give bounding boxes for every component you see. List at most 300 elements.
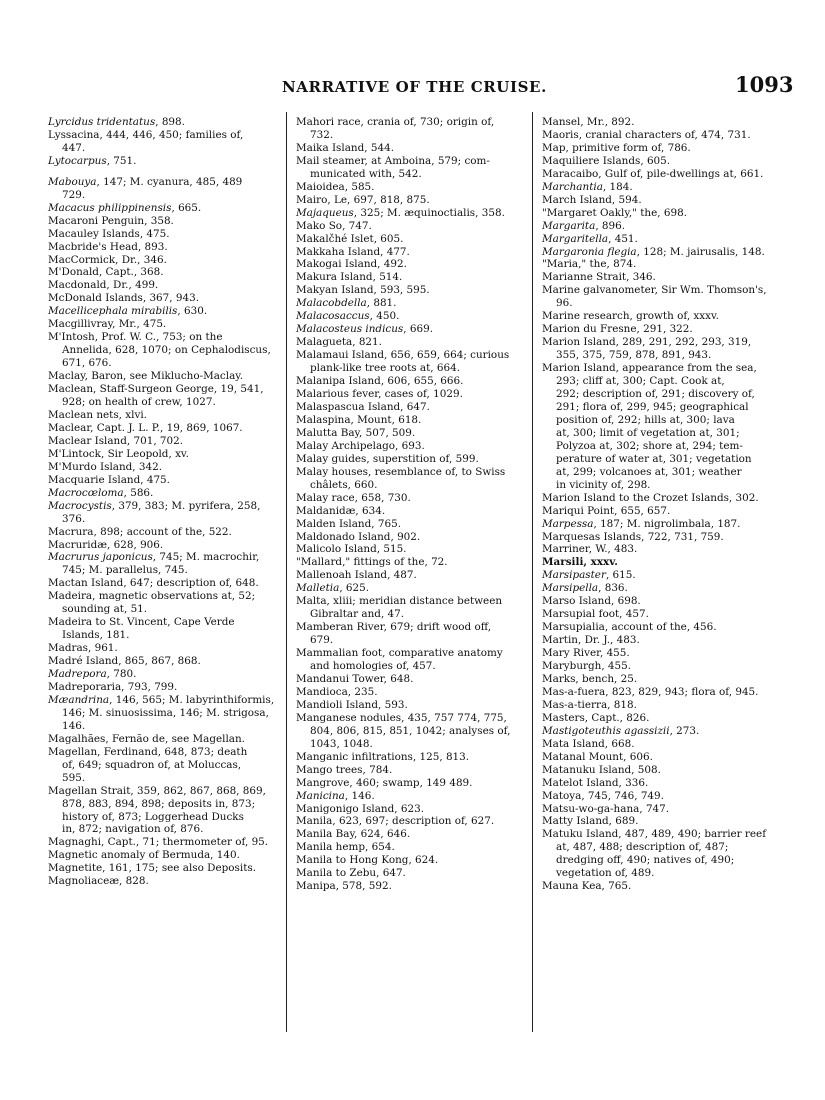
index-entry-text: Mammalian foot, comparative anatomy and homologies of, 457. (296, 647, 503, 673)
index-entry-text: Mandanui Tower, 648. (296, 672, 414, 685)
index-entry-text: Malamaui Island, 656, 659, 664; curious plank-like tree roots at, 664. (296, 349, 510, 375)
index-entry-text: Marriner, W., 483. (542, 543, 638, 556)
index-entry (48, 655, 278, 668)
column-rule (532, 112, 533, 1032)
index-entry-text: Matty Island, 689. (542, 815, 639, 828)
index-entry (542, 647, 778, 660)
running-title: NARRATIVE OF THE CRUISE. (282, 78, 547, 96)
index-entry (296, 621, 524, 647)
index-entry (48, 668, 278, 681)
index-term-italic: Malletia (296, 582, 340, 595)
index-entry-text: MacCormick, Dr., 346. (48, 253, 167, 266)
index-entry (296, 556, 524, 569)
index-entry (48, 215, 278, 228)
index-entry (296, 531, 524, 544)
index-entry-text: Mango trees, 784. (296, 763, 393, 776)
index-entry-text: Makyan Island, 593, 595. (296, 284, 430, 297)
index-entry (542, 634, 778, 647)
index-entry (296, 414, 524, 427)
index-entry-text: , 881. (366, 297, 397, 310)
index-entry (542, 815, 778, 828)
index-entry-text: Map, primitive form of, 786. (542, 141, 691, 154)
index-entry (296, 155, 524, 181)
index-term-italic: Macrocœloma (48, 486, 124, 499)
index-entry-text: Maclean, Staff-Surgeon George, 19, 541, 928; on health of crew, 1027. (48, 383, 264, 409)
index-entry-text: Mandioli Island, 593. (296, 698, 408, 711)
index-entry (296, 673, 524, 686)
index-entry-text: M'Intosh, Prof. W. C., 753; on the Annelida, 628, 1070; on Cephalodiscus, 671, 676. (48, 331, 271, 370)
index-entry-text: , 184. (602, 180, 633, 193)
index-entry-text: Manganese nodules, 435, 757 774, 775, 804, 806, 815, 851, 1042; analyses of, 1043, 1048. (296, 711, 511, 750)
index-entry-text: , 451. (608, 232, 638, 245)
index-entry-text: Matanuku Island, 508. (542, 763, 661, 776)
index-entry-text: M'Murdo Island, 342. (48, 460, 163, 473)
index-entry-text: Magellan, Ferdinand, 648, 873; death of, 649; squadron of, at Moluccas, 595. (48, 745, 248, 784)
index-entry (48, 487, 278, 500)
index-entry-text: Manila Bay, 624, 646. (296, 828, 411, 841)
index-entry-text: Magnaghi, Capt., 71; thermometer of, 95. (48, 836, 269, 849)
index-entry (48, 681, 278, 694)
index-entry (542, 505, 778, 518)
index-entry (542, 336, 778, 362)
index-entry (542, 751, 778, 764)
index-entry (48, 862, 278, 875)
index-entry-text: Lyssacina, 444, 446, 450; families of, 447. (48, 128, 244, 154)
index-entry (48, 577, 278, 590)
index-entry-text: Malaspina, Mount, 618. (296, 413, 422, 426)
index-entry (296, 828, 524, 841)
index-entry (296, 297, 524, 310)
index-entry (542, 492, 778, 505)
index-entry (296, 880, 524, 893)
index-entry-text: Mahori race, crania of, 730; origin of, 732. (296, 116, 495, 141)
index-entry (296, 764, 524, 777)
index-term-italic: Manicina (296, 789, 345, 802)
index-entry-text: Macbride's Head, 893. (48, 240, 168, 253)
index-entry-text: Mactan Island, 647; description of, 648. (48, 577, 259, 590)
index-entry (542, 129, 778, 142)
index-entry (296, 777, 524, 790)
index-entry-text: Malay race, 658, 730. (296, 491, 411, 504)
index-entry-text: Mariqui Point, 655, 657. (542, 504, 671, 517)
index-entry-text: Marion du Fresne, 291, 322. (542, 323, 693, 336)
index-entry (542, 828, 778, 880)
index-entry (296, 492, 524, 505)
index-entry-text: Maclear, Capt. J. L. P., 19, 869, 1067. (48, 421, 243, 434)
index-entry-text: Malay houses, resemblance of, to Swiss châlets, 660. (296, 465, 506, 491)
index-entry-text: Manila to Zebu, 647. (296, 867, 406, 880)
index-entry (48, 500, 278, 526)
index-entry (48, 616, 278, 642)
index-entry (296, 466, 524, 492)
index-entry (296, 790, 524, 803)
index-term-italic: Macellicephala mirabilis (48, 305, 178, 318)
index-entry-text: "Mallard," fittings of the, 72. (296, 556, 448, 569)
index-entry (296, 181, 524, 194)
index-entry (296, 116, 524, 142)
index-entry-text: Mallenoah Island, 487. (296, 569, 417, 582)
index-entry-text: , 625. (339, 582, 370, 595)
page-header (0, 66, 825, 96)
index-entry-text: Macrura, 898; account of the, 522. (48, 525, 232, 538)
index-entry (296, 712, 524, 751)
index-entry-text: Maldonado Island, 902. (296, 530, 421, 543)
index-entry-text: Maldanidæ, 634. (296, 504, 386, 517)
index-entry (296, 543, 524, 556)
index-entry (296, 323, 524, 336)
index-entry-text: Maracaibo, Gulf of, pile-dwellings at, 661. (542, 167, 764, 180)
index-entry-text: Matanal Mount, 606. (542, 750, 653, 763)
index-entry (542, 207, 778, 220)
index-entry (296, 194, 524, 207)
index-entry (542, 608, 778, 621)
index-entry (48, 409, 278, 422)
index-entry (296, 453, 524, 466)
index-entry-text: , 669. (403, 323, 433, 336)
index-entry-text: Mansel, Mr., 892. (542, 116, 635, 128)
index-entry (48, 292, 278, 305)
index-entry (542, 803, 778, 816)
index-entry-text: Maclear Island, 701, 702. (48, 434, 184, 447)
index-entry (48, 266, 278, 279)
index-entry (542, 725, 778, 738)
index-entry-text: Malutta Bay, 507, 509. (296, 426, 416, 439)
column-rule (286, 112, 287, 1032)
index-entry (48, 551, 278, 577)
index-entry (542, 518, 778, 531)
index-entry-text: Matuku Island, 487, 489, 490; barrier reef at, 487, 488; description of, 487; dredging off, 490; natives of, 490; vegetation of, 489. (542, 828, 767, 880)
index-entry (48, 526, 278, 539)
index-entry (296, 284, 524, 297)
index-entry (296, 647, 524, 673)
index-entry (542, 284, 778, 310)
index-entry-text: Mary River, 455. (542, 647, 630, 660)
index-entry-text: Martin, Dr. J., 483. (542, 634, 640, 647)
index-entry-text: Maclean nets, xlvi. (48, 408, 147, 421)
index-entry-text: Maoris, cranial characters of, 474, 731. (542, 128, 751, 141)
index-entry (296, 246, 524, 259)
index-entry (296, 518, 524, 531)
index-entry (542, 258, 778, 271)
index-entry (542, 194, 778, 207)
index-entry (542, 168, 778, 181)
index-entry (296, 751, 524, 764)
index-entry (296, 815, 524, 828)
index-entry (296, 271, 524, 284)
index-term-italic: Marsipella (542, 582, 599, 595)
index-entry (296, 569, 524, 582)
index-entry-text: Marso Island, 698. (542, 595, 641, 608)
index-entry (542, 660, 778, 673)
index-entry (542, 181, 778, 194)
index-entry-text: Magnetite, 161, 175; see also Deposits. (48, 862, 257, 875)
index-entry (542, 362, 778, 492)
index-entry (48, 836, 278, 849)
index-entry-text: , 615. (605, 569, 636, 582)
index-entry (296, 686, 524, 699)
index-entry-text: , 751. (106, 154, 137, 167)
index-entry-text: Mangrove, 460; swamp, 149 489. (296, 776, 473, 789)
index-entry-text: Malanipa Island, 606, 655, 666. (296, 375, 464, 388)
index-entry-text: , 898. (155, 116, 185, 128)
index-entry (542, 738, 778, 751)
index-term-italic: Malacosaccus (296, 310, 370, 323)
index-entry-text: Manila, 623, 697; description of, 627. (296, 815, 495, 828)
index-entry (48, 383, 278, 409)
index-entry-text: Magalhães, Fernão de, see Magellan. (48, 732, 245, 745)
index-entry (542, 310, 778, 323)
index-entry (48, 785, 278, 837)
index-entry (542, 880, 778, 893)
index-entry-text: Macauley Islands, 475. (48, 227, 170, 240)
index-entry-text: Maclay, Baron, see Miklucho-Maclay. (48, 370, 244, 383)
index-entry-text: Mauna Kea, 765. (542, 880, 632, 893)
index-entry (48, 875, 278, 888)
index-entry (48, 228, 278, 241)
index-entry-text: Masters, Capt., 826. (542, 711, 650, 724)
index-entry-text: Manganic infiltrations, 125, 813. (296, 750, 470, 763)
index-entry (542, 686, 778, 699)
index-entry (48, 241, 278, 254)
index-entry-text: Makura Island, 514. (296, 271, 403, 284)
index-entry (542, 699, 778, 712)
index-entry (542, 220, 778, 233)
index-entry-text: Mata Island, 668. (542, 737, 635, 750)
index-entry (542, 764, 778, 777)
index-entry (296, 582, 524, 595)
index-entry (542, 531, 778, 544)
index-column-1 (48, 116, 278, 888)
index-entry-text: Marquesas Islands, 722, 731, 759. (542, 530, 724, 543)
index-entry-text: Madeira, magnetic observations at, 52; sounding at, 51. (48, 590, 256, 616)
index-term-italic: Marchantia (542, 180, 603, 193)
index-entry (48, 461, 278, 474)
index-entry (542, 543, 778, 556)
index-entry-text: Marine research, growth of, xxxv. (542, 310, 719, 323)
index-entry-text: , 896. (595, 219, 626, 232)
index-entry-text: Marion Island to the Crozet Islands, 302. (542, 491, 759, 504)
page-number: 1093 (735, 72, 794, 97)
index-term-italic: Malacobdella (296, 297, 367, 310)
index-entry-text: , 836. (598, 582, 628, 595)
index-entry-text: Mako So, 747. (296, 219, 372, 232)
index-entry-text: Madeira to St. Vincent, Cape Verde Islands, 181. (48, 616, 235, 642)
index-entry-text: Malarious fever, cases of, 1029. (296, 388, 463, 401)
index-entry (542, 323, 778, 336)
index-entry (542, 246, 778, 259)
index-entry-text: Mail steamer, at Amboina, 579; com- municated with, 542. (296, 154, 490, 180)
index-entry-text: Marsili, xxxv. (542, 556, 618, 569)
index-column-3 (542, 116, 778, 893)
index-term-italic: Mabouya (48, 175, 97, 188)
index-entry (296, 233, 524, 246)
index-entry (296, 258, 524, 271)
index-entry (48, 746, 278, 785)
index-entry (542, 712, 778, 725)
index-entry-text: Macdonald, Dr., 499. (48, 279, 159, 292)
index-entry (296, 867, 524, 880)
index-entry-text: M'Lintock, Sir Leopold, xv. (48, 447, 189, 460)
index-entry-text: March Island, 594. (542, 193, 642, 206)
index-entry (542, 621, 778, 634)
index-entry-text: Makogai Island, 492. (296, 258, 407, 271)
index-entry (296, 336, 524, 349)
index-entry (542, 142, 778, 155)
index-entry-text: Madré Island, 865, 867, 868. (48, 655, 201, 668)
index-term-italic: Margaritella (542, 232, 609, 245)
index-entry (542, 116, 778, 129)
index-entry-text: , 665. (171, 201, 202, 214)
index-entry (296, 505, 524, 518)
index-term-italic: Marsipaster (542, 569, 606, 582)
index-entry-text: Manila to Hong Kong, 624. (296, 854, 439, 867)
index-entry (542, 777, 778, 790)
index-entry (296, 375, 524, 388)
index-entry (296, 349, 524, 375)
index-entry (296, 803, 524, 816)
index-entry (296, 427, 524, 440)
index-entry-text: McDonald Islands, 367, 943. (48, 292, 200, 305)
index-entry-text: Manipa, 578, 592. (296, 880, 392, 893)
index-entry (48, 254, 278, 267)
index-entry-text: , 630. (177, 305, 208, 318)
index-entry-text: , 146. (344, 789, 375, 802)
index-entry-text: , 586. (123, 486, 154, 499)
index-entry-text: Matoya, 745, 746, 749. (542, 789, 664, 802)
index-entry (542, 790, 778, 803)
index-entry (542, 155, 778, 168)
index-entry-text: Marks, bench, 25. (542, 672, 638, 685)
index-entry-text: Magnetic anomaly of Bermuda, 140. (48, 849, 240, 862)
index-entry (542, 271, 778, 284)
index-entry-text: Magellan Strait, 359, 862, 867, 868, 869, 878, 883, 894, 898; deposits in, 873; history of, 873; Loggerhead Ducks in, 872; navigation of, 876. (48, 784, 266, 836)
index-entry-text: Malay guides, superstition of, 599. (296, 452, 479, 465)
index-entry-text: "Maria," the, 874. (542, 258, 637, 271)
index-entry-text: Macquarie Island, 475. (48, 473, 170, 486)
index-entry (296, 854, 524, 867)
index-entry-text: , 147; M. cyanura, 485, 489 729. (62, 175, 243, 201)
index-entry-text: Matelot Island, 336. (542, 776, 649, 789)
index-entry-text: , 325; M. æquinoctialis, 358. (353, 206, 505, 219)
index-entry (48, 448, 278, 461)
index-entry-text: Maika Island, 544. (296, 141, 394, 154)
index-entry (296, 142, 524, 155)
index-entry (48, 116, 278, 129)
index-entry (542, 556, 778, 569)
index-entry (48, 318, 278, 331)
index-entry-text: Manigonigo Island, 623. (296, 802, 425, 815)
index-entry-text: Marianne Strait, 346. (542, 271, 656, 284)
index-term-italic: Mastigoteuthis agassizii (542, 724, 670, 737)
index-entry (48, 590, 278, 616)
index-entry-text: Madreporaria, 793, 799. (48, 680, 178, 693)
index-entry-text: Macruridæ, 628, 906. (48, 538, 164, 551)
index-term-italic: Marpessa (542, 517, 594, 530)
index-entry-text: Mandioca, 235. (296, 685, 378, 698)
index-entry-text: Malagueta, 821. (296, 336, 382, 349)
index-entry (296, 310, 524, 323)
index-term-italic: Macrurus japonicus (48, 551, 153, 564)
index-term-italic: Lytocarpus (48, 154, 107, 167)
index-entry-text: , 780. (106, 668, 137, 681)
index-entry (542, 233, 778, 246)
index-entry-text: , 146, 565; M. labyrinthiformis, 146; M. sinuosissima, 146; M. strigosa, 146. (62, 693, 275, 732)
index-entry (542, 582, 778, 595)
index-entry-text: Marion Island, appearance from the sea, 293; cliff at, 300; Capt. Cook at, 292; description of, 291; discovery of, 291; flora of, 299, 945; geographical position of, 292; hills at, 300; lava at, 300; limit of vegetation at, 301; Polyzoa at, 302; shore at, 294; tem- perature of water at, 301; vegetation at, 299; volcanoes at, 301; weather in vicinity of, 298. (542, 362, 757, 491)
index-entry (48, 422, 278, 435)
index-entry-text: Macgillivray, Mr., 475. (48, 318, 167, 331)
index-entry-text: , 450. (369, 310, 400, 323)
index-entry-text: , 273. (669, 724, 700, 737)
index-entry-text: Maquiliere Islands, 605. (542, 154, 671, 167)
index-entry-text: Manila hemp, 654. (296, 841, 395, 854)
index-entry (48, 474, 278, 487)
index-entry (48, 642, 278, 655)
index-entry (48, 279, 278, 292)
index-entry (48, 370, 278, 383)
index-entry (296, 220, 524, 233)
index-entry (48, 331, 278, 370)
index-entry-text: Marsupialia, account of the, 456. (542, 621, 717, 634)
index-entry (542, 595, 778, 608)
index-term-italic: Margaronia flegia (542, 245, 637, 258)
index-entry-text: , 745; M. macrochir, 745; M. parallelus, 745. (62, 551, 260, 577)
index-entry (48, 849, 278, 862)
index-term-italic: Majaqueus (296, 206, 354, 219)
index-term-italic: Macacus philippinensis (48, 201, 172, 214)
index-entry (48, 155, 278, 168)
index-entry-text: Marine galvanometer, Sir Wm. Thomson's, 96. (542, 284, 767, 310)
index-term-italic: Margarita (542, 219, 596, 232)
index-entry (296, 699, 524, 712)
index-entry-text: Malay Archipelago, 693. (296, 439, 425, 452)
index-entry-text: Madras, 961. (48, 642, 118, 655)
index-entry (542, 569, 778, 582)
index-entry-text: Marion Island, 289, 291, 292, 293, 319, 355, 375, 759, 878, 891, 943. (542, 336, 752, 362)
index-term-italic: Lyrcidus tridentatus (48, 116, 156, 128)
index-entry-text: Marsupial foot, 457. (542, 608, 649, 621)
index-entry-text: "Margaret Oakly," the, 698. (542, 206, 687, 219)
index-entry (296, 401, 524, 414)
index-entry-text: Matsu-wo-ga-hana, 747. (542, 802, 670, 815)
index-term-italic: Macrocystis (48, 499, 112, 512)
index-entry-text: Malden Island, 765. (296, 517, 401, 530)
index-entry-text: Makkaha Island, 477. (296, 245, 410, 258)
index-entry (48, 176, 278, 202)
index-entry-text: Malaspascua Island, 647. (296, 400, 430, 413)
index-entry (48, 733, 278, 746)
index-entry (296, 207, 524, 220)
index-entry-text: Maryburgh, 455. (542, 660, 632, 673)
index-entry-text: Maioidea, 585. (296, 180, 375, 193)
index-entry-text: Macaroni Penguin, 358. (48, 214, 174, 227)
index-entry-text: M'Donald, Capt., 368. (48, 266, 164, 279)
index-entry-text: Makalčhé Islet, 605. (296, 232, 404, 245)
index-entry (296, 388, 524, 401)
index-entry-text: Mamberan River, 679; drift wood off, 679. (296, 621, 492, 647)
index-entry (48, 539, 278, 552)
index-entry-text: , 379, 383; M. pyrifera, 258, 376. (62, 499, 261, 525)
index-entry (48, 694, 278, 733)
index-entry (48, 129, 278, 155)
index-entry-text: , 187; M. nigrolimbala, 187. (593, 517, 741, 530)
index-entry (542, 673, 778, 686)
index-entry (296, 595, 524, 621)
index-entry-text: Magnoliaceæ, 828. (48, 875, 149, 888)
index-entry (48, 202, 278, 215)
index-term-italic: Mæandrina (48, 693, 110, 706)
index-column-2 (296, 116, 524, 893)
